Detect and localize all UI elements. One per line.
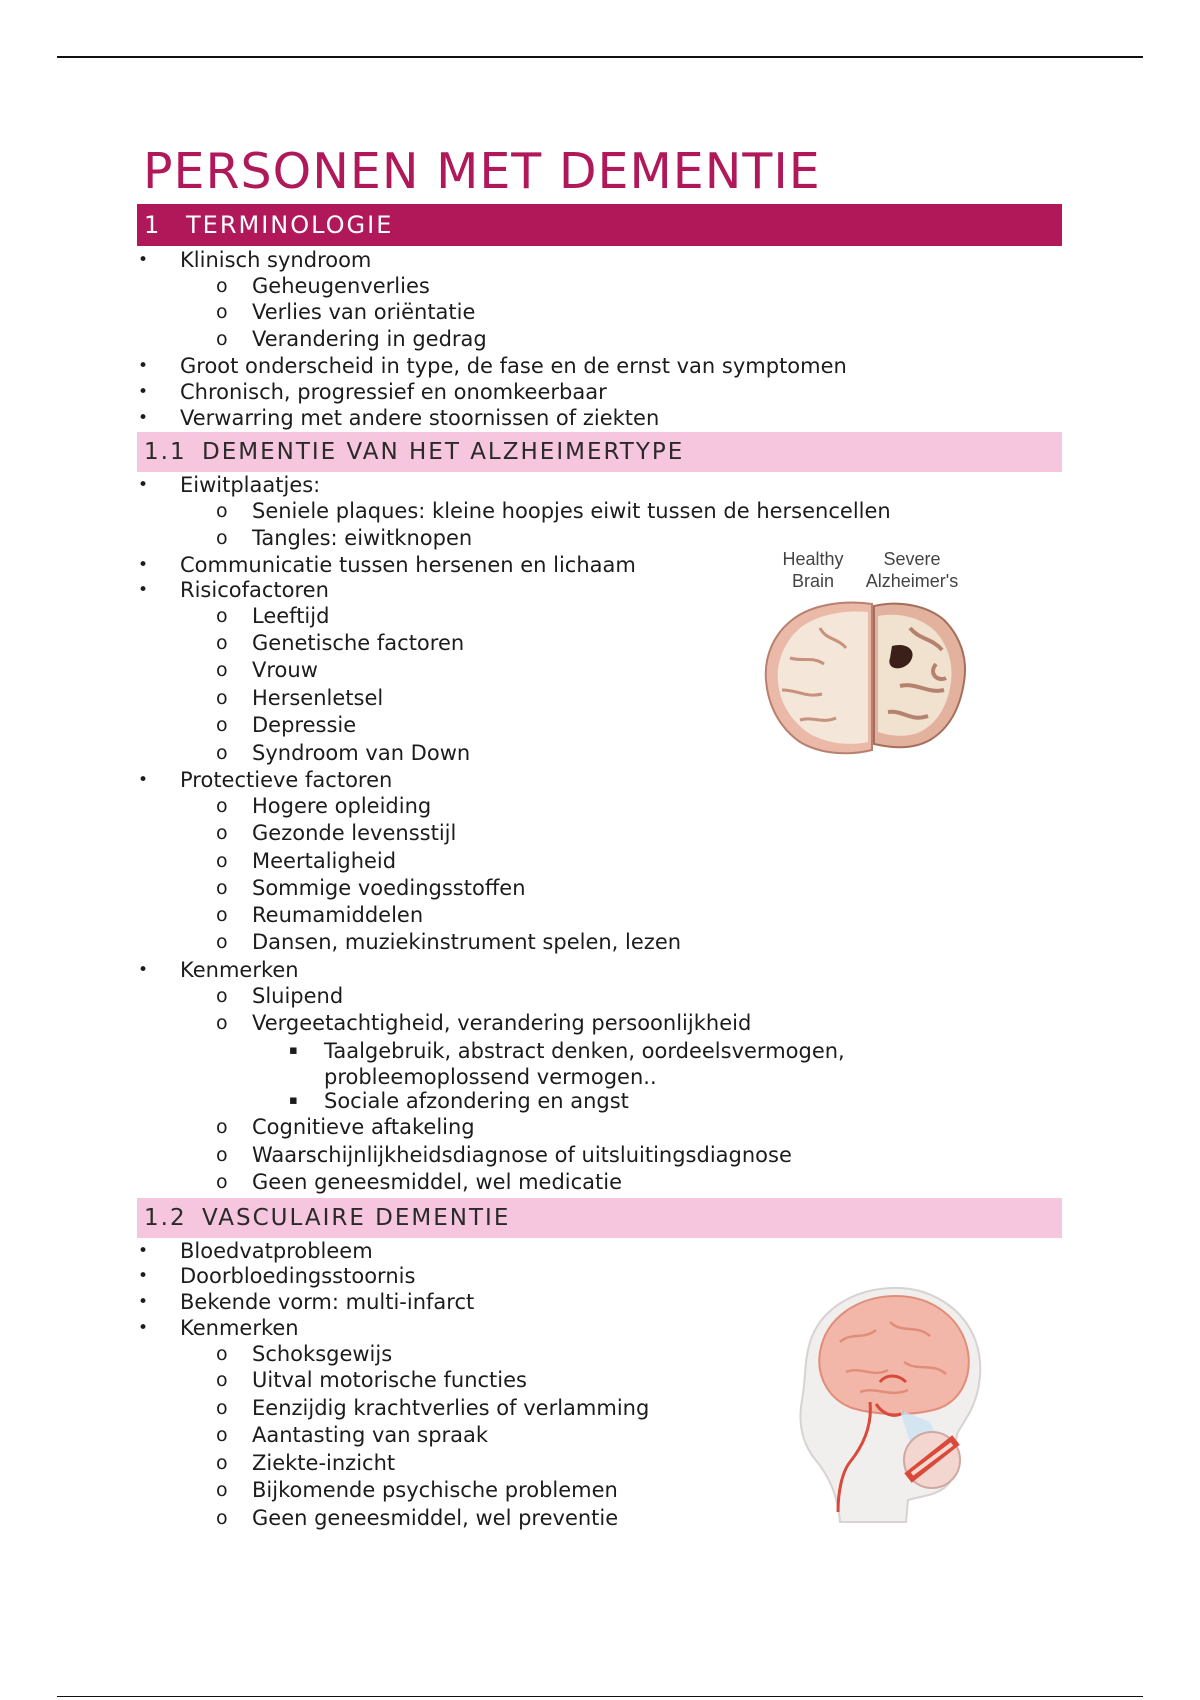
- sub-marker: o: [216, 742, 228, 764]
- list-item: o Bijkomende psychische problemen: [216, 1478, 618, 1502]
- list-item: o Geheugenverlies: [216, 274, 430, 298]
- sub-marker: o: [216, 850, 228, 872]
- list-item: • Klinisch syndroom: [138, 248, 372, 272]
- list-item: o Genetische factoren: [216, 631, 465, 655]
- list-item: o Sluipend: [216, 984, 344, 1008]
- list-item: • Risicofactoren: [138, 578, 329, 602]
- list-item: o Sommige voedingsstoffen: [216, 876, 526, 900]
- bullet-marker: •: [138, 1266, 149, 1286]
- sub-marker: o: [216, 1507, 228, 1529]
- list-item: ▪ Sociale afzondering en angst: [289, 1089, 629, 1113]
- list-item: o Seniele plaques: kleine hoopjes eiwit tussen de hersencellen: [216, 499, 891, 523]
- subsub-marker: ▪: [289, 1093, 298, 1108]
- sub-marker: o: [216, 714, 228, 736]
- list-item: • Verwarring met andere stoornissen of ziekten: [138, 406, 660, 430]
- top-rule: [57, 56, 1143, 58]
- sub-marker: o: [216, 985, 228, 1007]
- bullet-marker: •: [138, 580, 149, 600]
- list-item: o Cognitieve aftakeling: [216, 1115, 475, 1139]
- sub-marker: o: [216, 301, 228, 323]
- list-item: o Verandering in gedrag: [216, 327, 487, 351]
- list-item: o Reumamiddelen: [216, 903, 424, 927]
- section-number: 1: [144, 211, 162, 239]
- list-item: o Vrouw: [216, 658, 318, 682]
- sub-marker: o: [216, 795, 228, 817]
- list-item: • Kenmerken: [138, 1316, 299, 1340]
- sub-marker: o: [216, 1144, 228, 1166]
- sub-marker: o: [216, 1012, 228, 1034]
- section-number: 1.1: [144, 439, 187, 465]
- bullet-marker: •: [138, 475, 149, 495]
- sub-marker: o: [216, 877, 228, 899]
- list-item: • Doorbloedingsstoornis: [138, 1264, 416, 1288]
- brain-comparison-icon: [760, 598, 980, 758]
- list-item: • Chronisch, progressief en onomkeerbaar: [138, 380, 607, 404]
- list-item: o Ziekte-inzicht: [216, 1451, 396, 1475]
- list-item: o Uitval motorische functies: [216, 1368, 527, 1392]
- list-item: o Schoksgewijs: [216, 1342, 393, 1366]
- list-item: ▪ Taalgebruik, abstract denken, oordeelsvermogen,: [289, 1039, 845, 1063]
- sub-marker: o: [216, 500, 228, 522]
- sub-marker: o: [216, 605, 228, 627]
- sub-marker: o: [216, 1171, 228, 1193]
- section-label: TERMINOLOGIE: [186, 211, 394, 239]
- sub-marker: o: [216, 527, 228, 549]
- bottom-rule: [57, 1696, 1143, 1697]
- list-item: o Verlies van oriëntatie: [216, 300, 476, 324]
- sub-marker: o: [216, 275, 228, 297]
- list-item-continuation: probleemoplossend vermogen..: [324, 1065, 657, 1089]
- list-item: o Hogere opleiding: [216, 794, 432, 818]
- bullet-marker: •: [138, 555, 149, 575]
- list-item: o Tangles: eiwitknopen: [216, 526, 473, 550]
- bullet-marker: •: [138, 356, 149, 376]
- bullet-marker: •: [138, 382, 149, 402]
- sub-marker: o: [216, 687, 228, 709]
- list-item: o Depressie: [216, 713, 357, 737]
- sub-marker: o: [216, 659, 228, 681]
- sub-marker: o: [216, 904, 228, 926]
- list-item: • Bekende vorm: multi-infarct: [138, 1290, 475, 1314]
- subsub-marker: ▪: [289, 1043, 298, 1058]
- bullet-marker: •: [138, 408, 149, 428]
- list-item: o Geen geneesmiddel, wel preventie: [216, 1506, 619, 1530]
- sub-marker: o: [216, 822, 228, 844]
- sub-marker: o: [216, 1479, 228, 1501]
- list-item: • Kenmerken: [138, 958, 299, 982]
- sub-marker: o: [216, 632, 228, 654]
- list-item: • Communicatie tussen hersenen en lichaam: [138, 553, 636, 577]
- list-item: o Aantasting van spraak: [216, 1423, 489, 1447]
- bullet-marker: •: [138, 960, 149, 980]
- bullet-marker: •: [138, 1318, 149, 1338]
- list-item: o Meertaligheid: [216, 849, 397, 873]
- section-number: 1.2: [144, 1205, 187, 1231]
- list-item: o Dansen, muziekinstrument spelen, lezen: [216, 930, 682, 954]
- sub-marker: o: [216, 1369, 228, 1391]
- list-item: o Gezonde levensstijl: [216, 821, 457, 845]
- list-item: • Bloedvatprobleem: [138, 1239, 373, 1263]
- bullet-marker: •: [138, 770, 149, 790]
- list-item: o Waarschijnlijkheidsdiagnose of uitsluitingsdiagnose: [216, 1143, 792, 1167]
- sub-marker: o: [216, 1343, 228, 1365]
- list-item: • Protectieve factoren: [138, 768, 393, 792]
- bullet-marker: •: [138, 1292, 149, 1312]
- list-item: o Syndroom van Down: [216, 741, 471, 765]
- bullet-marker: •: [138, 1241, 149, 1261]
- sub-marker: o: [216, 1397, 228, 1419]
- figure-caption-healthy: Healthy Brain: [782, 549, 844, 591]
- list-item: o Hersenletsel: [216, 686, 384, 710]
- sub-marker: o: [216, 1116, 228, 1138]
- section-heading-vasculaire: [137, 1198, 1062, 1238]
- page-title: PERSONEN MET DEMENTIE: [143, 143, 821, 200]
- section-heading-alzheimer: [137, 432, 1062, 472]
- sub-marker: o: [216, 931, 228, 953]
- list-item: • Eiwitplaatjes:: [138, 473, 321, 497]
- list-item: • Groot onderscheid in type, de fase en de ernst van symptomen: [138, 354, 847, 378]
- list-item: o Eenzijdig krachtverlies of verlamming: [216, 1396, 650, 1420]
- head-vascular-icon: [780, 1282, 985, 1532]
- section-label: DEMENTIE VAN HET ALZHEIMERTYPE: [202, 439, 685, 465]
- figure-caption-alzheimer: Severe Alzheimer's: [865, 549, 959, 591]
- list-item: o Leeftijd: [216, 604, 330, 628]
- sub-marker: o: [216, 1424, 228, 1446]
- sub-marker: o: [216, 1452, 228, 1474]
- bullet-marker: •: [138, 250, 149, 270]
- list-item: o Geen geneesmiddel, wel medicatie: [216, 1170, 623, 1194]
- sub-marker: o: [216, 328, 228, 350]
- section-heading-terminologie: [137, 204, 1062, 246]
- list-item: o Vergeetachtigheid, verandering persoonlijkheid: [216, 1011, 752, 1035]
- section-label: VASCULAIRE DEMENTIE: [202, 1205, 511, 1231]
